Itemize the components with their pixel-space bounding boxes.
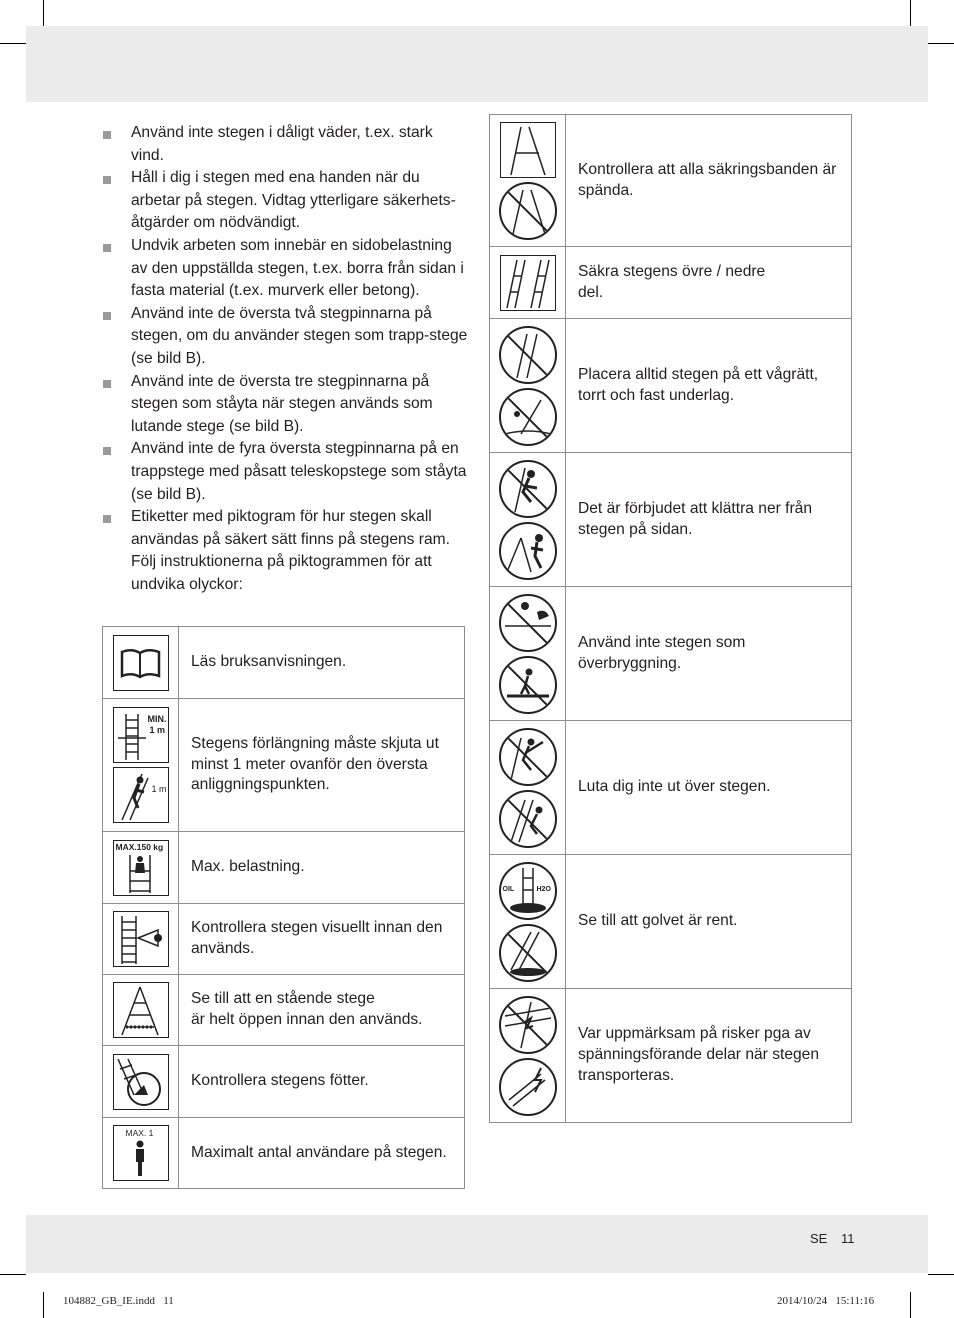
page-number: 11 [841, 1231, 855, 1246]
no-side-exit-icon [499, 522, 557, 580]
header-band [26, 26, 928, 102]
language-code: SE [810, 1231, 828, 1246]
stepladder-open-icon [113, 982, 169, 1038]
footer-band [26, 1215, 928, 1273]
climber-icon: 1 m [113, 767, 169, 823]
slug-file: 104882_GB_IE.indd 11 [63, 1295, 174, 1307]
bullet-square-icon [103, 371, 131, 439]
secure-ladder-icon [500, 255, 556, 311]
bullet-square-icon [103, 122, 131, 167]
power-line-icon [499, 996, 557, 1054]
book-icon [113, 635, 169, 691]
table-row [103, 1046, 465, 1118]
list-item: Undvik arbeten som innebär en sidobelastning av den uppställda stegen, t.ex. borra från sidan i fasta material (t.ex. murverk eller betong). [103, 235, 468, 303]
pictogram-description: Använd inte stegen som överbryggning. [566, 587, 852, 721]
ladder-extension-icon: MIN. 1 m [113, 707, 169, 763]
table-row [490, 855, 852, 989]
table-row [490, 115, 852, 247]
pictogram-description: Var uppmärksam på risker pga av spänningsförande delar när stegen transporteras. [566, 989, 852, 1123]
pictogram-description: Kontrollera stegen visuellt innan den används. [179, 904, 465, 975]
table-row [103, 832, 465, 904]
left-pictogram-table [102, 626, 465, 1189]
list-item: Håll i dig i stegen med ena handen när du arbetar på stegen. Vidtag ytterligare säkerhets-åtgärder om nödvändigt. [103, 167, 468, 235]
stepladder-icon [500, 122, 556, 178]
max-users-icon: MAX. 1 [113, 1125, 169, 1181]
inspect-ladder-icon [113, 911, 169, 967]
table-row [103, 1118, 465, 1189]
table-row [490, 989, 852, 1123]
table-row [103, 904, 465, 975]
bullet-square-icon [103, 303, 131, 371]
pictogram-description: Maximalt antal användare på stegen. [179, 1118, 465, 1189]
pictogram-description: Se till att golvet är rent. [566, 855, 852, 989]
crop-mark [910, 0, 911, 26]
crop-mark [910, 1292, 911, 1318]
list-item: Använd inte de fyra översta stegpinnarna på en trappstege med påsatt teleskopstege som ståyta (se bild B). [103, 438, 468, 506]
list-item: Använd inte de översta två stegpinnarna på stegen, om du använder stegen som trapp-stege (se bild B). [103, 303, 468, 371]
side-climb-icon [499, 460, 557, 518]
list-item: Använd inte de översta tre stegpinnarna på stegen som ståyta när stegen används som lutande stege (se bild B). [103, 371, 468, 439]
table-row [490, 319, 852, 453]
table-row [490, 247, 852, 319]
reaching-icon [499, 728, 557, 786]
uneven-ground-icon [499, 326, 557, 384]
bridge-icon [499, 594, 557, 652]
safety-bullet-list [103, 122, 468, 596]
crop-mark [43, 0, 44, 26]
crop-mark [0, 43, 26, 44]
clean-floor-icon [499, 924, 557, 982]
slug-date: 2014/10/24 15:11:16 [777, 1295, 875, 1307]
bullet-square-icon [103, 235, 131, 303]
no-leaning-icon [499, 790, 557, 848]
pictogram-description: Luta dig inte ut över stegen. [566, 721, 852, 855]
pictogram-description: Stegens förlängning måste skjuta ut minst 1 meter ovanför den översta anliggningspunkten. [179, 699, 465, 832]
crop-mark [928, 1274, 954, 1275]
pictogram-description: Kontrollera stegens fötter. [179, 1046, 465, 1118]
table-row [490, 587, 852, 721]
table-row [490, 721, 852, 855]
pictogram-description: Placera alltid stegen på ett vågrätt, torrt och fast underlag. [566, 319, 852, 453]
table-row [103, 975, 465, 1046]
list-item: Etiketter med piktogram för hur stegen skall användas på säkert sätt finns på stegens ram. Följ instruktionerna på piktogrammen för att undvika olyckor: [103, 506, 468, 596]
no-bridge-icon [499, 656, 557, 714]
oil-spill-icon: OIL H2O [499, 862, 557, 920]
crop-mark [43, 1292, 44, 1318]
crop-mark [928, 43, 954, 44]
electrical-hazard-icon [499, 1058, 557, 1116]
pictogram-description: Se till att en stående stege är helt öppen innan den används. [179, 975, 465, 1046]
pictogram-description: Max. belastning. [179, 832, 465, 904]
safety-strap-icon [499, 182, 557, 240]
right-pictogram-table [489, 114, 852, 1123]
table-row [103, 627, 465, 699]
max-load-icon: MAX.150 kg [113, 840, 169, 896]
pictogram-description: Det är förbjudet att klättra ner från stegen på sidan. [566, 453, 852, 587]
list-item: Använd inte stegen i dåligt väder, t.ex. stark vind. [103, 122, 468, 167]
pictogram-description: Kontrollera att alla säkringsbanden är spända. [566, 115, 852, 247]
pictogram-description: Läs bruksanvisningen. [179, 627, 465, 699]
ladder-feet-icon [113, 1054, 169, 1110]
level-ground-icon [499, 388, 557, 446]
table-row [490, 453, 852, 587]
bullet-square-icon [103, 506, 131, 596]
bullet-square-icon [103, 438, 131, 506]
crop-mark [0, 1274, 26, 1275]
bullet-square-icon [103, 167, 131, 235]
pictogram-description: Säkra stegens övre / nedre del. [566, 247, 852, 319]
table-row [103, 699, 465, 832]
